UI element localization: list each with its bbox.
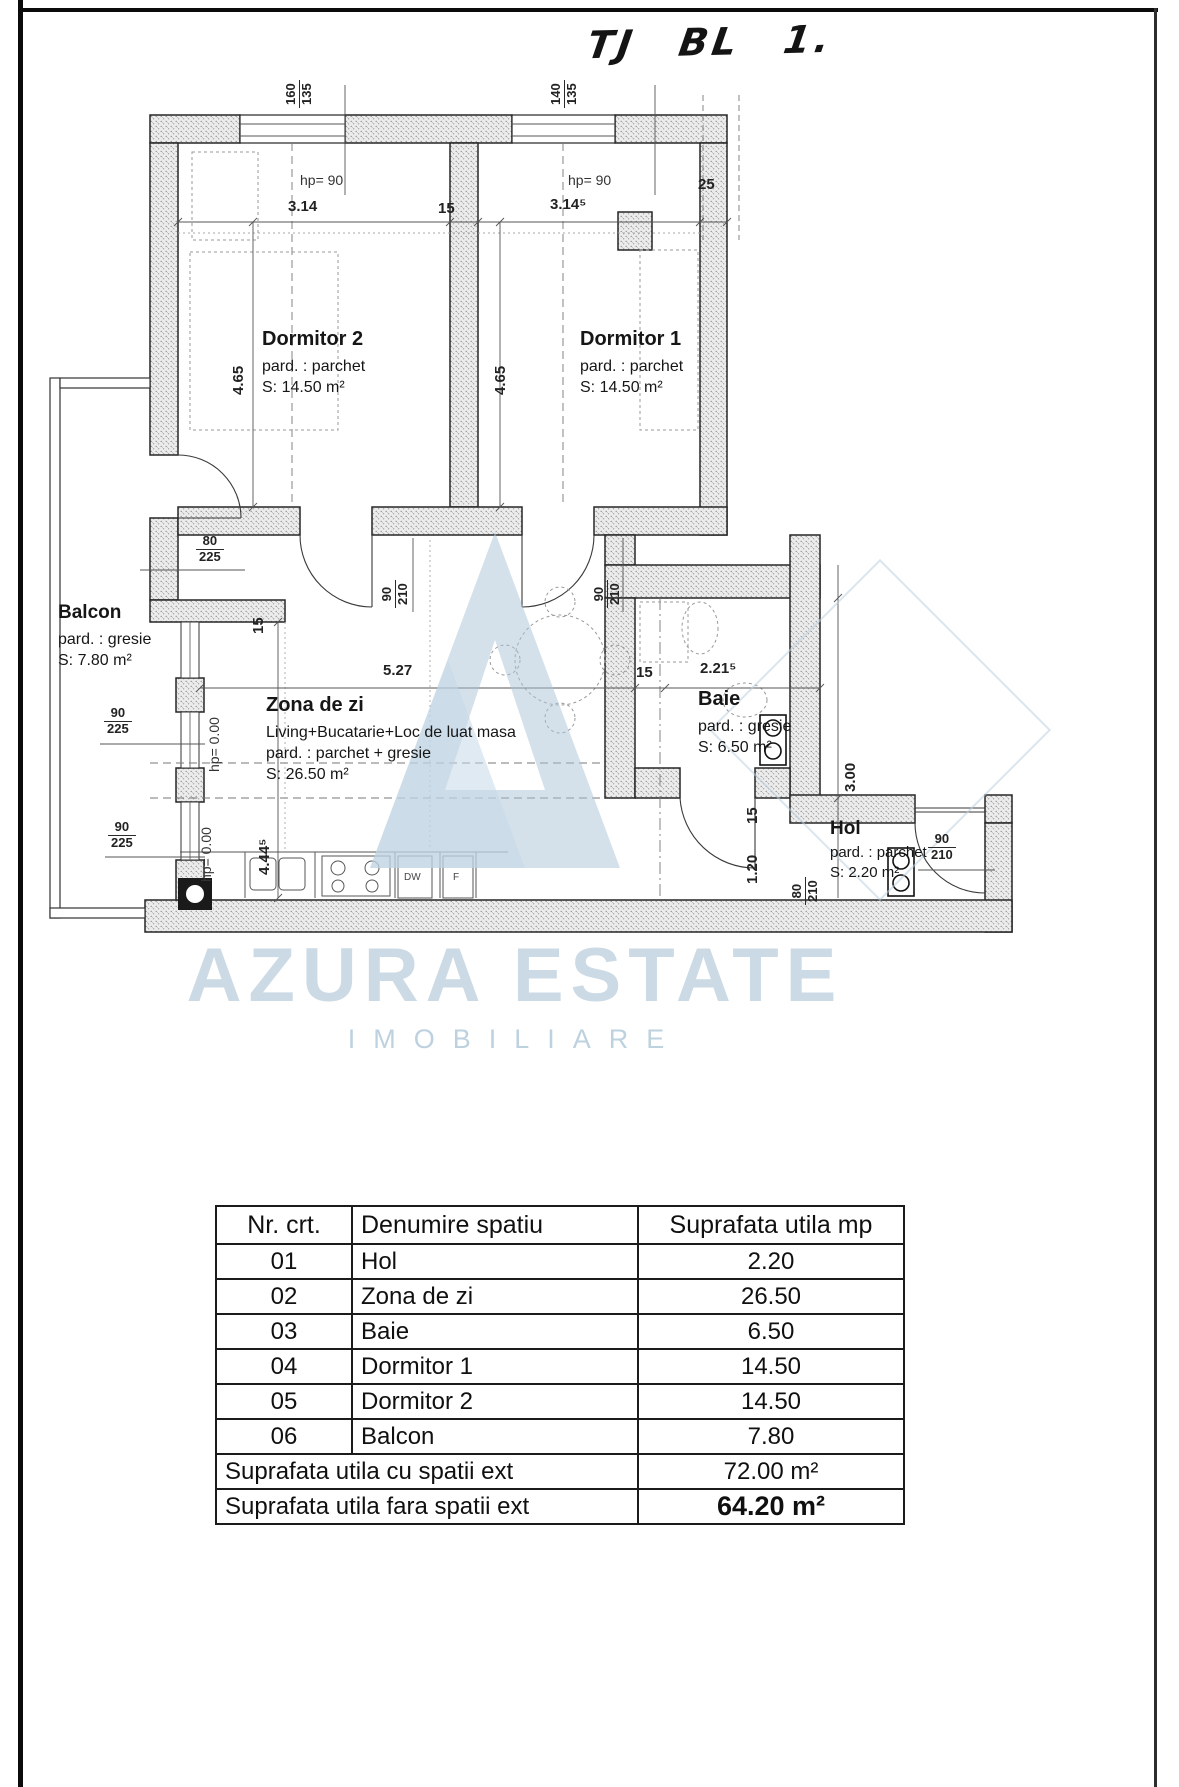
room-area: S: 6.50 m² (698, 739, 772, 756)
window-height: 225 (107, 720, 129, 736)
room-name: Baie (698, 688, 741, 710)
room-area: S: 2.20 m² (830, 864, 900, 881)
row-name: Zona de zi (352, 1279, 638, 1314)
watermark-brand: AZURA ESTATE (186, 933, 844, 1018)
table-row (216, 1384, 904, 1419)
header-denumire: Denumire spatiu (352, 1206, 638, 1244)
room-desc: Living+Bucatarie+Loc de luat masa (266, 724, 516, 741)
door-height: 225 (199, 548, 221, 564)
dim-baie-depth: 3.00 (842, 762, 859, 792)
table-row (216, 1349, 904, 1384)
table-row (216, 1279, 904, 1314)
row-no: 04 (216, 1349, 352, 1384)
door-height: 210 (931, 846, 953, 862)
dormitor1-door-size (592, 580, 623, 608)
dishwasher-label: DW (404, 872, 421, 883)
table-row (216, 1314, 904, 1349)
room-area: S: 7.80 m² (58, 652, 132, 669)
summary-value-total: 64.20 m² (638, 1489, 904, 1524)
door-height: 210 (394, 583, 410, 605)
room-name: Dormitor 2 (262, 328, 364, 350)
corner-column (178, 878, 212, 910)
header-nr-crt: Nr. crt. (216, 1206, 352, 1244)
baie-door-size (790, 877, 821, 905)
hp-label-window2: hp= 90 (568, 172, 612, 188)
areas-table (215, 1205, 905, 1525)
window-width: 90 (104, 706, 132, 722)
door-arc-dormitor1 (522, 535, 594, 607)
row-no: 05 (216, 1384, 352, 1419)
row-name: Baie (352, 1314, 638, 1349)
room-label-zona-de-zi (266, 694, 516, 784)
room-area: S: 14.50 m² (580, 379, 663, 396)
dim-living-depth: 4.44⁵ (256, 838, 273, 875)
door-width: 90 (592, 580, 608, 608)
window-width: 90 (108, 820, 136, 836)
row-name: Balcon (352, 1419, 638, 1454)
window-sill: 135 (563, 83, 579, 105)
room-label-dormitor1 (580, 328, 683, 397)
window-height: 225 (111, 834, 133, 850)
table-row (216, 1244, 904, 1279)
door-leaf-entry (915, 808, 985, 812)
door-height: 210 (606, 583, 622, 605)
summary-value: 72.00 m² (638, 1454, 904, 1489)
room-name: Zona de zi (266, 694, 364, 716)
entry-door-size (928, 832, 956, 863)
room-name: Dormitor 1 (580, 328, 682, 350)
room-label-balcon (58, 602, 151, 670)
row-name: Dormitor 2 (352, 1384, 638, 1419)
table-header-row (216, 1206, 904, 1244)
dim-room2-width: 3.14 (288, 198, 318, 215)
dim-living-width: 5.27 (383, 662, 413, 679)
summary-label: Suprafata utila cu spatii ext (216, 1454, 638, 1489)
dim-wall-width: 25 (698, 176, 715, 193)
summary-label: Suprafata utila fara spatii ext (216, 1489, 638, 1524)
row-area: 2.20 (638, 1244, 904, 1279)
door-width: 80 (196, 534, 224, 550)
dim-room1-width: 3.14⁵ (550, 196, 587, 213)
handwritten-note: TJ BL 1. (584, 16, 837, 68)
room-floor: pard. : gresie (58, 631, 152, 648)
dim-partition-width: 15 (438, 200, 455, 217)
row-area: 7.80 (638, 1419, 904, 1454)
row-name: Hol (352, 1244, 638, 1279)
fridge-label: F (453, 872, 460, 883)
row-no: 06 (216, 1419, 352, 1454)
header-suprafata: Suprafata utila mp (638, 1206, 904, 1244)
room-floor: pard. : parchet (830, 844, 927, 861)
window2-size (549, 80, 580, 108)
window1-size (284, 80, 315, 108)
window-width: 160 (284, 80, 300, 108)
row-area: 14.50 (638, 1349, 904, 1384)
row-no: 01 (216, 1244, 352, 1279)
room-floor: pard. : parchet (580, 358, 684, 375)
table-row (216, 1419, 904, 1454)
dim-corridor-depth: 1.20 (744, 854, 761, 884)
room-label-dormitor2 (262, 328, 365, 397)
dim-room2-depth: 4.65 (230, 365, 247, 395)
row-no: 03 (216, 1314, 352, 1349)
window-sill: 135 (298, 83, 314, 105)
room-area: S: 26.50 m² (266, 766, 349, 783)
balcony-window2-size (108, 820, 136, 851)
left-windows (181, 622, 199, 860)
room-floor: pard. : parchet + gresie (266, 745, 431, 762)
door-width: 90 (928, 832, 956, 848)
dormitor2-door-size (380, 580, 411, 608)
table-summary-row (216, 1454, 904, 1489)
dim-baie-wall: 15 (636, 664, 653, 681)
dim-corridor-wall: 15 (744, 807, 761, 824)
door-width: 90 (380, 580, 396, 608)
dim-baie-width: 2.21⁵ (700, 660, 737, 677)
room-name: Balcon (58, 602, 122, 623)
room-label-baie (698, 688, 791, 757)
hp-label-balcony-window2: hp= 0.00 (198, 827, 214, 882)
room-floor: pard. : parchet (262, 358, 366, 375)
window-width: 140 (549, 80, 565, 108)
table-summary-row (216, 1489, 904, 1524)
dim-room1-depth: 4.65 (492, 365, 509, 395)
door-height: 210 (804, 880, 820, 902)
row-area: 14.50 (638, 1384, 904, 1419)
dim-band-wall: 15 (250, 617, 267, 634)
hp-label-window1: hp= 90 (300, 172, 344, 188)
room-label-hol (830, 818, 927, 881)
row-no: 02 (216, 1279, 352, 1314)
hp-label-balcony-window1: hp= 0.00 (206, 717, 222, 772)
door-width: 80 (790, 877, 806, 905)
balcony-window1-size (104, 706, 132, 737)
row-area: 26.50 (638, 1279, 904, 1314)
room-name: Hol (830, 818, 861, 839)
row-area: 6.50 (638, 1314, 904, 1349)
room-area: S: 14.50 m² (262, 379, 345, 396)
row-name: Dormitor 1 (352, 1349, 638, 1384)
room-floor: pard. : gresie (698, 718, 792, 735)
watermark-tagline: IMOBILIARE (347, 1024, 683, 1054)
door-arc-dormitor2 (300, 535, 372, 607)
balcony-door-size (196, 534, 224, 565)
